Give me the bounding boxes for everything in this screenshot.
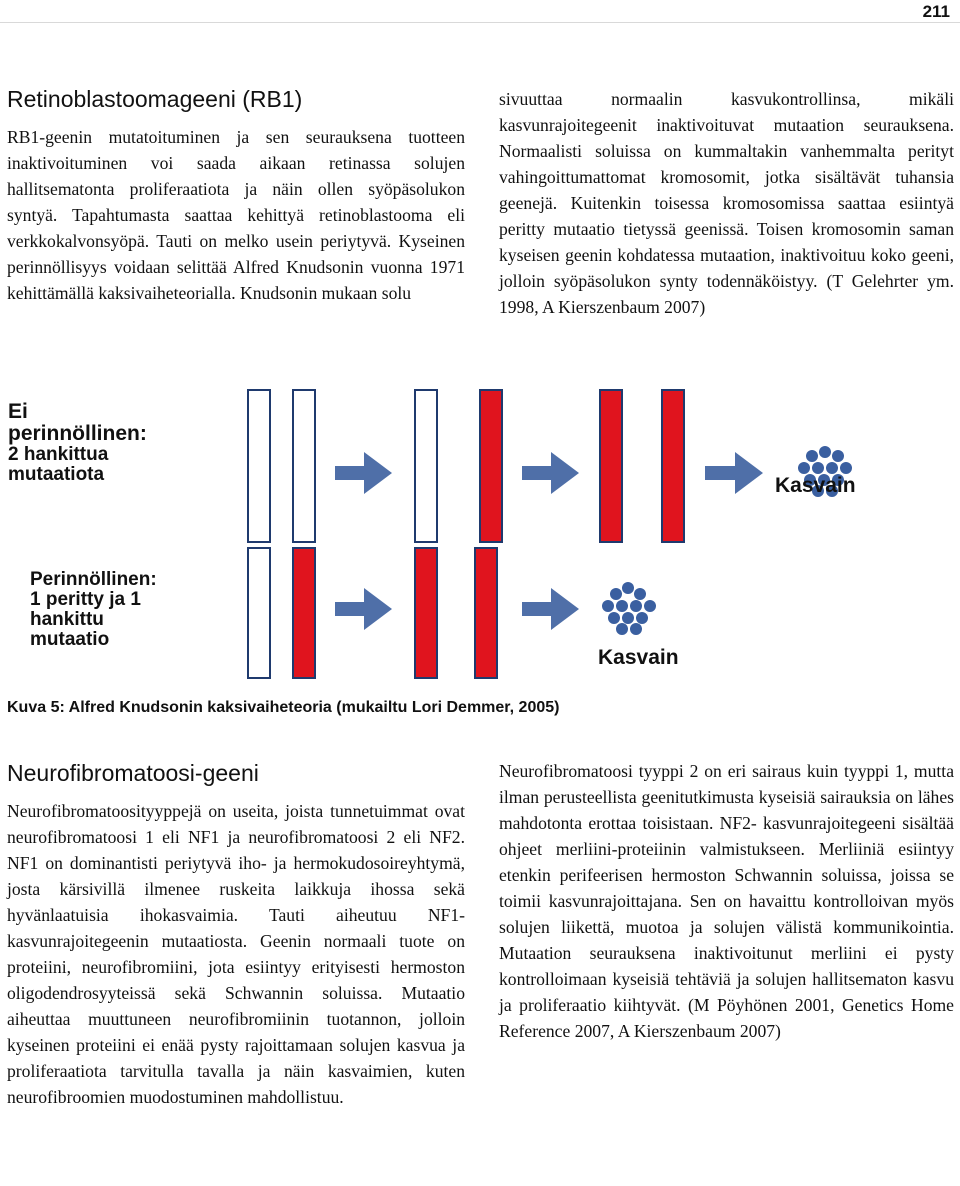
normal-chromosome (293, 390, 315, 542)
arrow-icon (335, 588, 392, 630)
page-number: 211 (922, 2, 950, 21)
section-heading-rb1: Retinoblastoomageeni (RB1) (7, 86, 303, 112)
row1-stage3-chromosomes (600, 390, 684, 542)
mutated-chromosome (475, 548, 497, 678)
normal-chromosome (415, 390, 437, 542)
row2-label (30, 569, 157, 650)
row2-tumor-label: Kasvain (598, 646, 679, 669)
row1-label (8, 400, 147, 485)
page-header-bar (0, 0, 960, 23)
row1-stage2-chromosomes (415, 390, 502, 542)
row2-arrow-1 (335, 588, 392, 630)
row1-label-line3: 2 hankittua (8, 444, 109, 465)
row1-stage1-chromosomes (248, 390, 315, 542)
section2-left-column (7, 798, 465, 1110)
section1-left-column (7, 124, 465, 306)
row1-tumor-label: Kasvain (775, 474, 856, 497)
row2-label-line1: Perinnöllinen: (30, 569, 157, 590)
row2-label-line3: hankittu (30, 609, 104, 630)
arrow-icon (335, 452, 392, 494)
figure-caption: Kuva 5: Alfred Knudsonin kaksivaiheteoria (mukailtu Lori Demmer, 2005) (7, 699, 560, 716)
section2-left-paragraph: Neurofibromatoosityyppejä on useita, joista tunnetuimmat ovat neurofibromatoosi 1 eli NF1 ja neurofibromatoosi 2 eli NF2. NF1 on dominantisti periytyvä iho- ja hermokudosoireyhtymä, josta kärsivillä ilmenee ruskeita laikkuja ihossa sekä hyvänlaatuisia ihokasvaimia. Tauti aiheutuu NF1- kasvunrajoitegeenin mutaatiosta. Geenin normaali tuote on proteiini, neurofibromiini, jota esiintyy erityisesti hermoston oligodendrosyyteissä sekä Schwannin soluissa. Mutaatio aiheuttaa muuttuneen neurofibromiinin tuotannon, jolloin kyseinen proteiini ei enää pysty rajoittamaan solujen kasvua ja proliferaatiota tarvitulla tavalla ja näin kasvaimien, kuten neurofibroomien muodostuminen mahdollistuu. (7, 801, 465, 1107)
mutated-chromosome (415, 548, 437, 678)
knudson-two-hit-diagram (0, 380, 960, 685)
row1-label-line4: mutaatiota (8, 464, 105, 485)
section2-right-column (499, 758, 954, 1044)
row2-stage2-chromosomes (415, 548, 497, 678)
section1-right-column (499, 86, 954, 320)
section1-right-paragraph: sivuuttaa normaalin kasvukontrollinsa, mikäli kasvunrajoitegeenit inaktivoituvat mutaation seurauksena. Normaalisti soluissa on kummaltakin vanhemmalta perityt vahingoittumattomat kromosomit, jotka sisältävät tuhansia geenejä. Kuitenkin toisessa kromosomissa saattaa esiintyä peritty mutaatio tietyssä geenissä. Toisen kromosomin saman kyseisen geenin kohdatessa mutaation, inaktivoituu koko geeni, jolloin syöpäsolukon synty todennäköistyy. (T Gelehrter ym. 1998, A Kierszenbaum 2007) (499, 89, 954, 317)
mutated-chromosome (293, 548, 315, 678)
mutated-chromosome (662, 390, 684, 542)
mutated-chromosome (600, 390, 622, 542)
row1-arrow-1 (335, 452, 392, 494)
row2-label-line4: mutaatio (30, 629, 110, 650)
row1-arrow-2 (522, 452, 579, 494)
section2-right-paragraph: Neurofibromatoosi tyyppi 2 on eri sairaus kuin tyyppi 1, mutta ilman perusteellista geenitutkimusta kyseisiä sairauksia on lähes mahdotonta erottaa toisistaan. NF2- kasvunrajoitegeeni sisältää ohjeet merliini-proteiinin valmistukseen. Merliiniä esiintyy etenkin perifeerisen hermoston Schwannin soluissa, joissa se toimii kasvunrajoittajana. Sen on havaittu kontrolloivan myös solujen liikettä, muotoa ja solujen välistä kommunikointia. Mutaation seurauksena inaktivoitunut merliini ei pysty kontrolloimaan kyseisiä tehtäviä ja solujen hallitsematon kasvu ja proliferaatio kiihtyvät. (M Pöyhönen 2001, Genetics Home Reference 2007, A Kierszenbaum 2007) (499, 761, 954, 1041)
row1-label-line1: Ei (8, 400, 28, 423)
section1-left-paragraph: RB1-geenin mutatoituminen ja sen seurauksena tuotteen inaktivoituminen voi saada aikaan retinassa solujen hallitsematonta proliferaatiota ja näin ollen syöpäsolukon syntyä. Tapahtumasta saattaa kehittyä retinoblastooma eli verkkokalvonsyöpä. Tauti on melko usein periytyvä. Kyseinen perinnöllisyys voidaan selittää Alfred Knudsonin vuonna 1971 kehittämällä kaksivaiheteorialla. Knudsonin mukaan solu (7, 127, 465, 303)
normal-chromosome (248, 390, 270, 542)
row2-stage1-chromosomes (248, 548, 315, 678)
normal-chromosome (248, 548, 270, 678)
arrow-icon (522, 588, 579, 630)
section-heading-nf: Neurofibromatoosi-geeni (7, 760, 259, 786)
row1-label-line2: perinnöllinen: (8, 422, 147, 445)
arrow-icon (522, 452, 579, 494)
row2-arrow-2 (522, 588, 579, 630)
mutated-chromosome (480, 390, 502, 542)
row2-tumor-icon (602, 582, 656, 635)
row1-arrow-3 (705, 452, 763, 494)
row2-label-line2: 1 peritty ja 1 (30, 589, 141, 610)
arrow-icon (705, 452, 763, 494)
